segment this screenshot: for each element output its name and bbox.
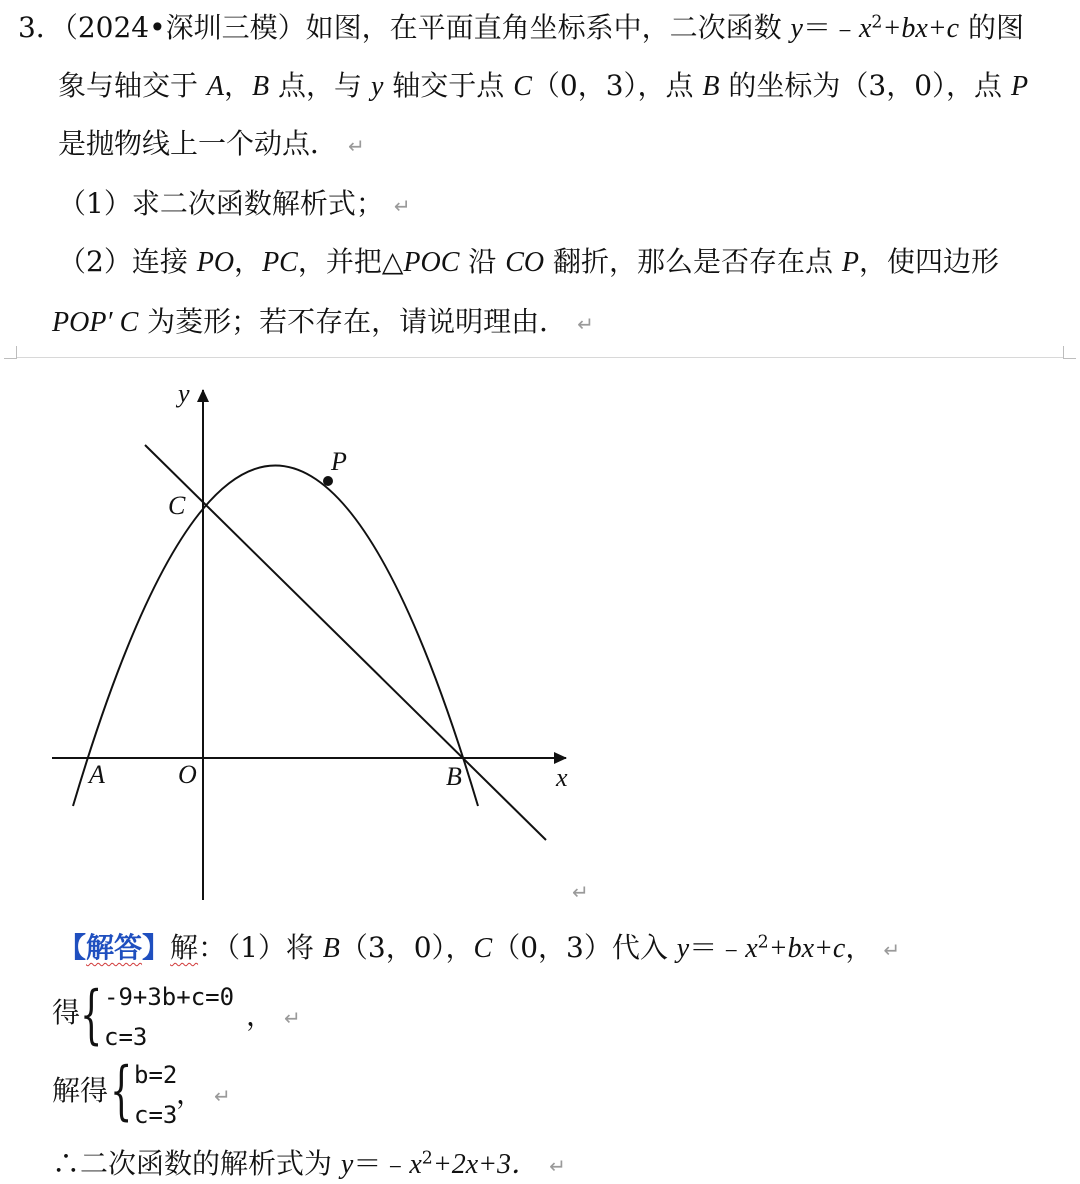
coordinate-figure	[0, 360, 640, 920]
y-axis-label: y	[178, 379, 190, 408]
point-p	[323, 476, 333, 486]
point-c-label: C	[168, 491, 186, 520]
return-mark: ↵	[214, 1084, 231, 1108]
return-mark: ↵	[284, 1006, 301, 1030]
system-brace: {	[80, 978, 103, 1052]
return-mark: ↵	[883, 938, 901, 962]
line-bc	[145, 445, 546, 840]
system-2-tail: ， ↵	[176, 1077, 231, 1110]
answer-conclusion: ∴二次函数的解析式为 $y=﹣x^2+2x+3$． ↵	[52, 1147, 566, 1180]
problem-number: 3．	[18, 11, 64, 44]
system-2-eq-2: c=3	[134, 1101, 178, 1129]
return-mark: ↵	[549, 1154, 566, 1178]
return-mark: ↵	[572, 880, 589, 904]
system-1-eq-1: -9+3b+c=0	[104, 983, 235, 1011]
problem-line-3: 是抛物线上一个动点． ↵	[58, 127, 365, 160]
problem-line-2: 象与轴交于 A，B 点，与 y 轴交于点 C（0，3），点 B 的坐标为（3，0），点 P	[58, 69, 1029, 102]
point-p-label: P	[331, 447, 347, 476]
answer-de: 得	[52, 996, 81, 1029]
page-corner-mark	[1063, 346, 1076, 359]
system-brace: {	[110, 1054, 133, 1128]
return-mark: ↵	[577, 312, 594, 336]
question-2-cont: POP′ C 为菱形；若不存在，请说明理由． ↵	[52, 305, 594, 338]
problem-source: （2024•深圳三模）	[63, 11, 306, 44]
question-2: （2）连接 PO，PC，并把△POC 沿 CO 翻折，那么是否存在点 P，使四边形	[58, 245, 1000, 278]
problem-line-1: 3．（2024•深圳三模）如图，在平面直角坐标系中，二次函数 $y=﹣x^2+bx+c$ 的图	[18, 11, 1025, 44]
point-b-label: B	[446, 762, 462, 791]
page-corner-mark	[4, 346, 17, 359]
return-mark: ↵	[393, 194, 411, 218]
point-a-label: A	[89, 760, 105, 789]
parabola	[73, 466, 478, 807]
page-divider	[16, 357, 1064, 358]
system-2-eq-1: b=2	[134, 1061, 178, 1089]
origin-label: O	[178, 760, 197, 789]
answer-tag: 【解答】	[58, 931, 171, 964]
return-mark: ↵	[348, 134, 365, 158]
system-1-tail: ， ↵	[246, 999, 301, 1032]
system-1-eq-2: c=3	[104, 1023, 148, 1051]
question-1: （1）求二次函数解析式； ↵	[58, 187, 411, 220]
x-axis-label: x	[556, 763, 568, 792]
answer-line-1: 【解答】解：（1）将 B（3，0），C（0，3）代入 $y=﹣x^2+bx+c$， ↵	[58, 931, 901, 964]
answer-jiede: 解得	[52, 1074, 109, 1107]
